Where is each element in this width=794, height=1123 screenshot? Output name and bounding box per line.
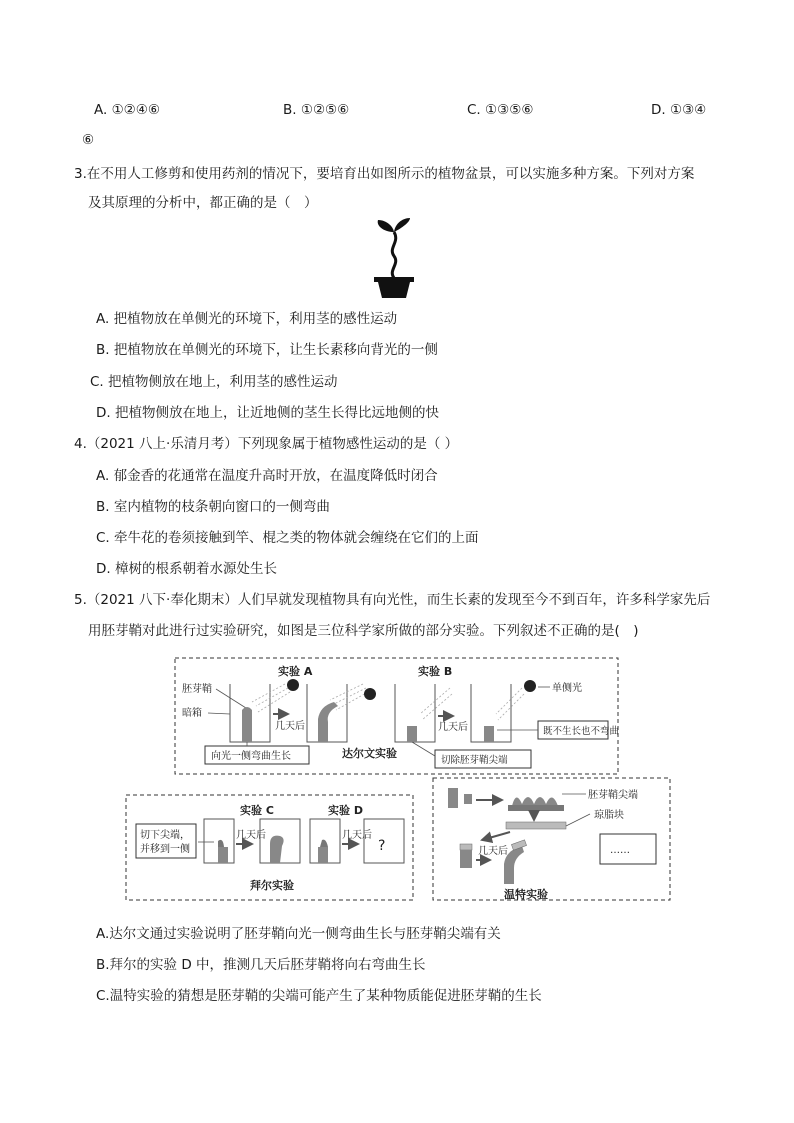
label-agar: 琼脂块 (594, 810, 624, 821)
q2-option-b: B. ①②⑤⑥ (283, 102, 350, 118)
light-a2 (364, 688, 376, 700)
q5-stem-line2: 用胚芽鞘对此进行过实验研究，如图是三位科学家所做的部分实验。下列叙述不正确的是( ) (88, 623, 639, 639)
label-exp-a: 实验 A (278, 665, 313, 678)
q5-option-a: A.达尔文通过实验说明了胚芽鞘向光一侧弯曲生长与胚芽鞘尖端有关 (96, 926, 501, 942)
coleoptile-a1 (242, 707, 252, 742)
label-days-c: 几天后 (236, 830, 266, 841)
label-tip: 胚芽鞘尖端 (588, 790, 638, 801)
label-bend-toward: 向光一侧弯曲生长 (211, 751, 291, 762)
label-days-went: 几天后 (478, 846, 508, 857)
label-question: ? (378, 838, 386, 854)
label-bayer: 拜尔实验 (250, 879, 294, 892)
q3-option-c: C. 把植物侧放在地上，利用茎的感性运动 (90, 374, 338, 390)
q2-option-a: A. ①②④⑥ (94, 102, 160, 118)
q4-option-a: A. 郁金香的花通常在温度升高时开放，在温度降低时闭合 (96, 468, 438, 484)
q2-option-c: C. ①③⑤⑥ (467, 102, 534, 118)
experiment-figure (120, 654, 676, 904)
coleoptile-b2 (484, 726, 494, 742)
light-a1 (287, 679, 299, 691)
label-darwin: 达尔文实验 (342, 747, 397, 760)
label-cut-move-2: 并移到一侧 (140, 844, 190, 855)
q2-option-d: D. ①③④ (651, 102, 707, 118)
label-blank: …… (610, 845, 630, 856)
label-days-a: 几天后 (275, 721, 305, 732)
q4-option-b: B. 室内植物的枝条朝向窗口的一侧弯曲 (96, 499, 330, 515)
coleoptile-c (270, 836, 284, 863)
q3-option-b: B. 把植物放在单侧光的环境下，让生长素移向背光的一侧 (96, 342, 438, 358)
label-neither: 既不生长也不弯曲 (543, 726, 620, 737)
q5-stem-line1: 5.（2021 八下·奉化期末）人们早就发现植物具有向光性，而生长素的发现至今不到百年，许多科学家先后 (74, 592, 711, 608)
light-b (524, 680, 536, 692)
label-days-b: 几天后 (438, 722, 468, 733)
label-cut-move-1: 切下尖端， (140, 830, 190, 841)
q5-option-b: B.拜尔的实验 D 中，推测几天后胚芽鞘将向右弯曲生长 (96, 957, 426, 973)
coleoptile-b1 (407, 726, 417, 742)
label-days-d: 几天后 (342, 830, 372, 841)
q5-option-c: C.温特实验的猜想是胚芽鞘的尖端可能产生了某种物质能促进胚芽鞘的生长 (96, 988, 542, 1004)
q3-stem-line2: 及其原理的分析中，都正确的是（ ） (88, 195, 318, 211)
q3-option-d: D. 把植物侧放在地上，让近地侧的茎生长得比远地侧的快 (96, 405, 439, 421)
plant-pot-illustration (366, 218, 422, 302)
q3-stem-line1: 3.在不用人工修剪和使用药剂的情况下，要培育出如图所示的植物盆景，可以实施多种方案。下列对方案 (74, 166, 695, 182)
label-exp-b: 实验 B (418, 665, 453, 678)
label-dark-box: 暗箱 (182, 708, 202, 719)
label-exp-d: 实验 D (328, 804, 363, 817)
q4-stem: 4.（2021 八上·乐清月考）下列现象属于植物感性运动的是（ ） (74, 436, 459, 452)
q4-option-d: D. 樟树的根系朝着水源处生长 (96, 561, 277, 577)
label-exp-c: 实验 C (240, 804, 274, 817)
q4-option-c: C. 牵牛花的卷须接触到竿、棍之类的物体就会缠绕在它们的上面 (96, 530, 479, 546)
label-cut-tip: 切除胚芽鞘尖端 (441, 755, 508, 766)
q3-option-a: A. 把植物放在单侧光的环境下，利用茎的感性运动 (96, 311, 398, 327)
coleoptile-a2 (318, 702, 338, 742)
label-unilateral-light: 单侧光 (552, 683, 582, 694)
label-went: 温特实验 (504, 888, 548, 901)
q2-option-d-wrap: ⑥ (82, 132, 95, 148)
label-coleoptile: 胚芽鞘 (182, 684, 212, 695)
